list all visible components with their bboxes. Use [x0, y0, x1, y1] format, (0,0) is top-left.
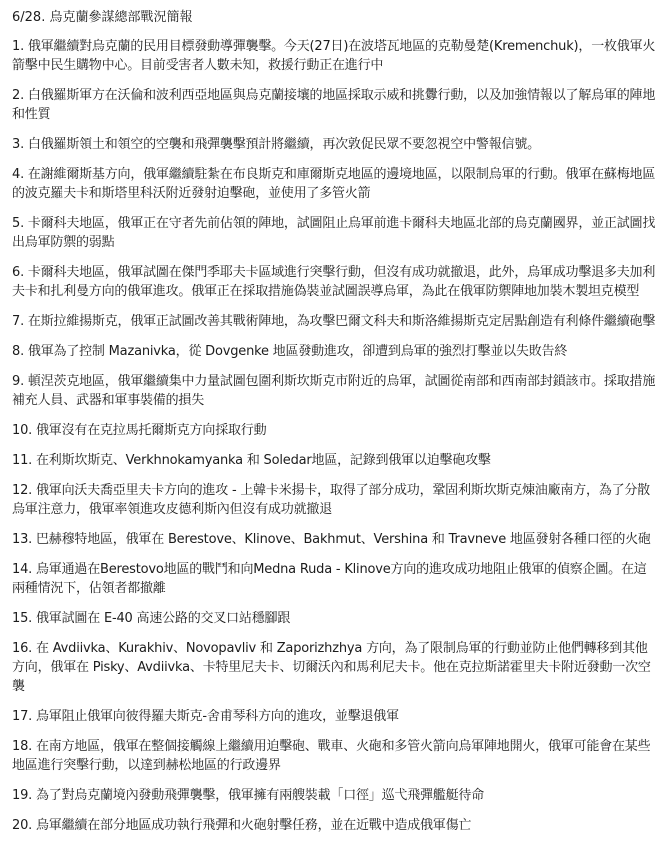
report-item-14: 14. 烏軍通過在Berestovo地區的戰鬥和向Medna Ruda - Klinove方向的進攻成功地阻止俄軍的偵察企圖。在這兩種情況下，佔領者都撤離 — [12, 562, 647, 596]
report-item-15: 15. 俄軍試圖在 E-40 高速公路的交叉口站穩腳跟 — [12, 611, 291, 626]
report-item-9: 9. 頓涅茨克地區，俄軍繼續集中力量試圖包圍利斯坎斯克市附近的烏軍，試圖從南部和西南部封鎖該市。採取措施補充人員、武器和軍事裝備的損失 — [12, 374, 656, 408]
report-item-2: 2. 白俄羅斯軍方在沃倫和波利西亞地區與烏克蘭接壤的地區採取示威和挑釁行動，以及加強情報以了解烏軍的陣地和性質 — [12, 88, 656, 122]
report-item-13: 13. 巴赫穆特地區，俄軍在 Berestove、Klinove、Bakhmut、Vershina 和 Travneve 地區發射各種口徑的火砲 — [12, 532, 651, 547]
report-item-8: 8. 俄軍為了控制 Mazanivka，從 Dovgenke 地區發動進攻，卻遭到烏軍的強烈打擊並以失敗告終 — [12, 344, 568, 359]
report-item-6: 6. 卡爾科夫地區，俄軍試圖在傑門季耶夫卡區域進行突擊行動，但沒有成功就撤退，此外，烏軍成功擊退多夫加利夫卡和扎利曼方向的俄軍進攻。俄軍正在採取措施偽裝並試圖誤導烏軍，為此在俄軍防禦陣地加裝木製坦克模型 — [12, 265, 656, 299]
report-item-19: 19. 為了對烏克蘭境內發動飛彈襲擊，俄軍擁有兩艘裝載「口徑」巡弋飛彈艦艇待命 — [12, 788, 485, 803]
report-item-4: 4. 在謝維爾斯基方向，俄軍繼續駐紮在布良斯克和庫爾斯克地區的邊境地區，以限制烏軍的行動。俄軍在蘇梅地區的波克羅夫卡和斯塔里科沃附近發射迫擊砲，並使用了多管火箭 — [12, 167, 656, 201]
report-item-5: 5. 卡爾科夫地區，俄軍正在守者先前佔領的陣地，試圖阻止烏軍前進卡爾科夫地區北部的烏克蘭國界，並正試圖找出烏軍防禦的弱點 — [12, 216, 656, 250]
report-item-10: 10. 俄軍沒有在克拉馬托爾斯克方向採取行動 — [12, 423, 267, 438]
report-item-3: 3. 白俄羅斯領土和領空的空襲和飛彈襲擊預計將繼續，再次敦促民眾不要忽視空中警報信號。 — [12, 137, 540, 152]
report-list — [12, 37, 656, 835]
report-item-17: 17. 烏軍阻止俄軍向彼得羅夫斯克-舍甫琴科方向的進攻，並擊退俄軍 — [12, 709, 399, 724]
report-item-1: 1. 俄軍繼續對烏克蘭的民用目標發動導彈襲擊。今天(27日)在波塔瓦地區的克勒曼楚(Kremenchuk)，一枚俄軍火箭擊中民生購物中心。目前受害者人數未知，救援行動正在進行中 — [12, 39, 656, 73]
report-item-20: 20. 烏軍繼續在部分地區成功執行飛彈和火砲射擊任務，並在近戰中造成俄軍傷亡 — [12, 818, 472, 833]
report-item-12: 12. 俄軍向沃夫喬亞里夫卡方向的進攻 - 上韓卡米揚卡，取得了部分成功，鞏固利斯坎斯克煉油廠南方，為了分散烏軍注意力，俄軍率領進攻皮德利斯內但沒有成功就撤退 — [12, 483, 650, 517]
post-title: 6/28. 烏克蘭參謀總部戰況簡報 — [12, 10, 193, 25]
report-item-7: 7. 在斯拉維揚斯克，俄軍正試圖改善其戰術陣地，為攻擊巴爾文科夫和斯洛維揚斯克定居點創造有利條件繼續砲擊 — [12, 314, 656, 329]
report-item-16: 16. 在 Avdiivka、Kurakhiv、Novopavliv 和 Zaporizhzhya 方向，為了限制烏軍的行動並防止他們轉移到其他方向，俄軍在 Pisky、Avdiivka、卡特里尼夫卡、切爾沃內和馬利尼夫卡。他在克拉斯諾霍里夫卡附近發動一次空襲 — [12, 641, 651, 694]
report-item-18: 18. 在南方地區，俄軍在整個接觸線上繼續用迫擊砲、戰車、火砲和多管火箭向烏軍陣地開火，俄軍可能會在某些地區進行突擊行動，以達到赫松地區的行政邊界 — [12, 739, 651, 773]
report-item-11: 11. 在利斯坎斯克、Verkhnokamyanka 和 Soledar地區，記錄到俄軍以迫擊砲攻擊 — [12, 453, 491, 468]
